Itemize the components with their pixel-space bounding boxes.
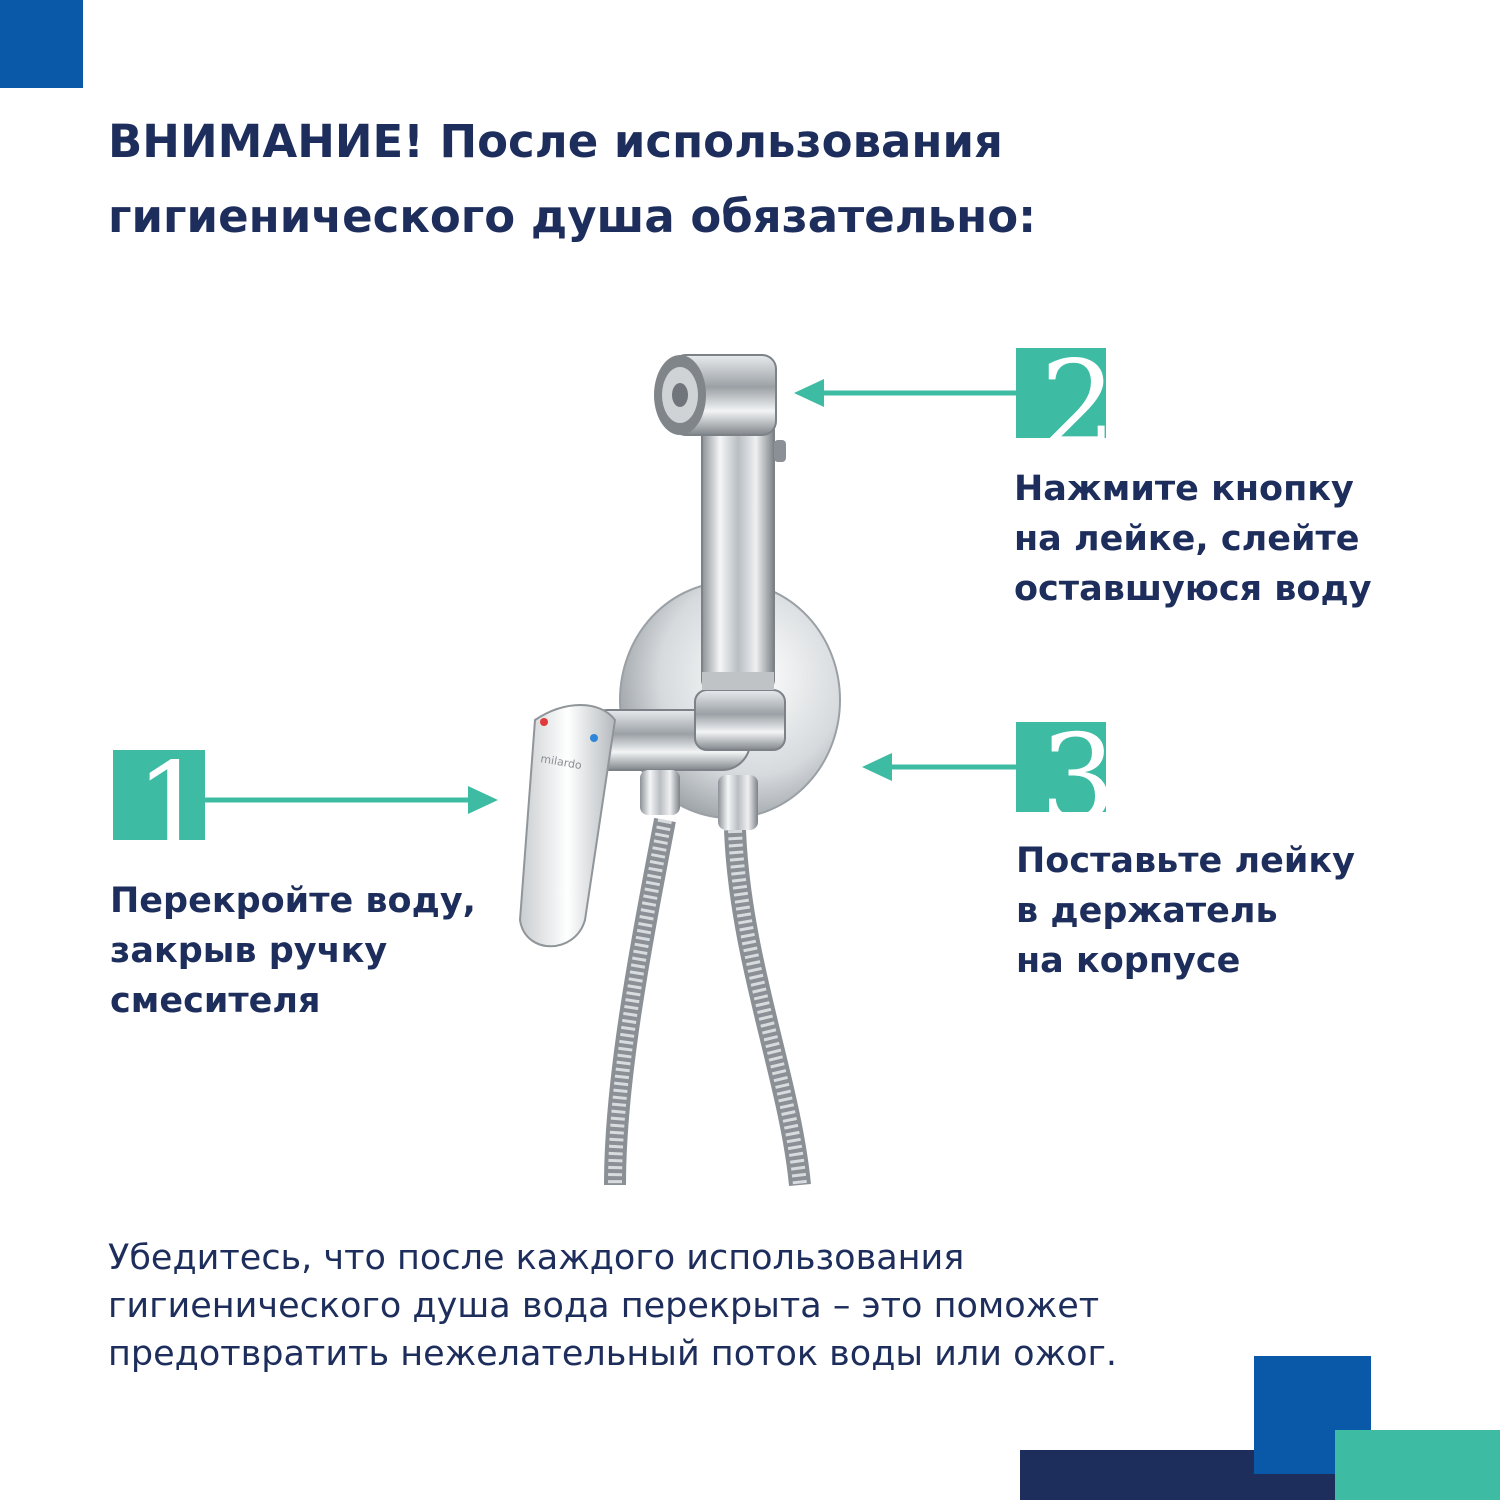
step-2-number: 2 bbox=[1040, 336, 1117, 475]
step-2-text: Нажмите кнопку на лейке, слейте оставшуюся воду bbox=[1014, 469, 1372, 609]
step-1-number-badge bbox=[113, 738, 212, 877]
step-2-number-badge bbox=[1016, 336, 1117, 475]
step-3-number-badge bbox=[1016, 710, 1117, 849]
page-heading: ВНИМАНИЕ! После использования гигиенического душа обязательно: bbox=[108, 115, 1037, 243]
step-1-text: Перекройте воду, закрыв ручку смесителя bbox=[110, 881, 476, 1021]
footer-note: Убедитесь, что после каждого использования гигиенического душа вода перекрыта – это поможет предотвратить нежелательный поток воды или ожог. bbox=[108, 1238, 1118, 1374]
step-2-arrow bbox=[792, 373, 1020, 413]
brand-logo: milardo bbox=[539, 752, 583, 773]
corner-decoration-top-left bbox=[0, 0, 83, 88]
step-1-arrow bbox=[200, 780, 500, 820]
step-3-arrow bbox=[860, 747, 1020, 787]
step-3-number: 3 bbox=[1040, 710, 1117, 849]
step-1-number: 1 bbox=[135, 738, 212, 877]
corner-decoration-green-block bbox=[1335, 1430, 1500, 1500]
bidet-shower-mixer-image bbox=[500, 330, 860, 1190]
step-3-text: Поставьте лейку в держатель на корпусе bbox=[1016, 841, 1355, 981]
